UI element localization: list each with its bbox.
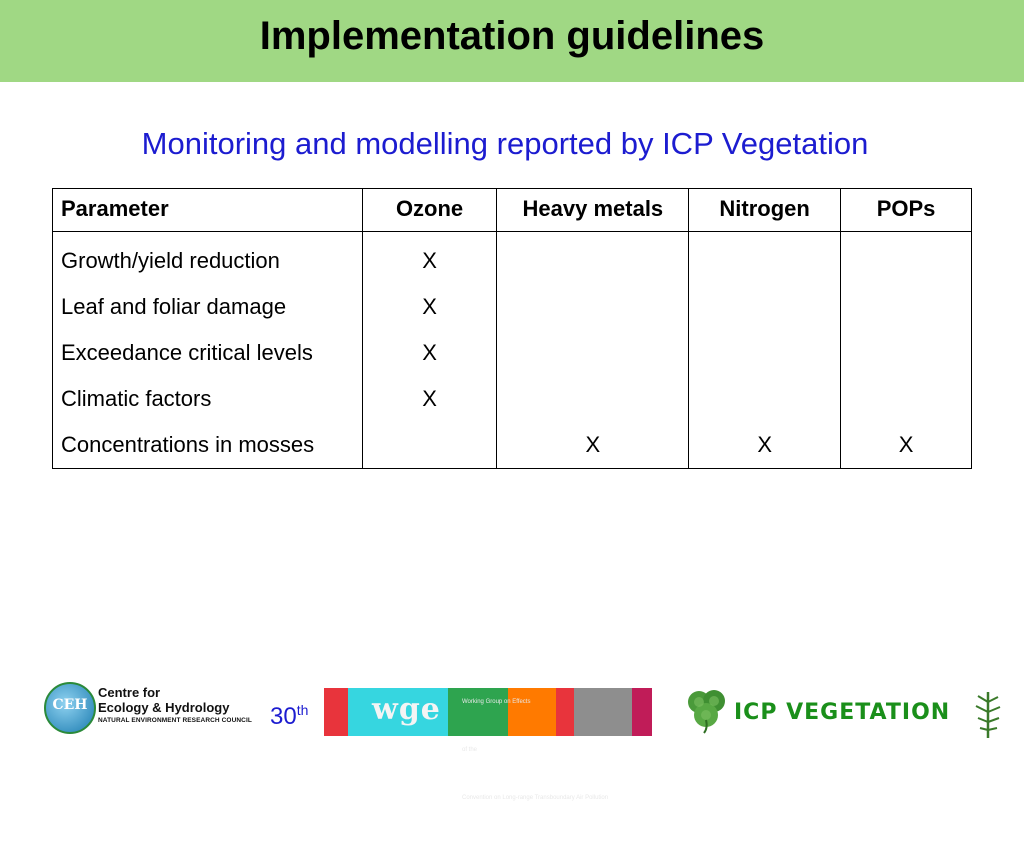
wge-description [462,698,609,801]
table-cell: X [362,376,497,422]
column-header: Parameter [53,189,363,232]
slide-number [270,702,308,731]
plant-icon [972,688,1004,740]
clover-icon [684,686,730,734]
table-cell [689,232,841,285]
wge-desc-line2: of the [462,747,478,753]
column-header: Nitrogen [689,189,841,232]
table-cell: X [362,232,497,285]
ceh-name-line2: Ecology & Hydrology [98,700,230,715]
table-cell [497,284,689,330]
table-cell: X [841,422,972,469]
table-cell: X [497,422,689,469]
table-row [53,330,972,376]
ceh-emblem [44,682,96,734]
slide-subtitle: Monitoring and modelling reported by ICP Vegetation [141,126,869,161]
table-cell [497,232,689,285]
number-value: 30 [270,703,297,730]
table-cell: Climatic factors [53,376,363,422]
table-cell: Growth/yield reduction [53,232,363,285]
ceh-emblem-text: CEH [52,697,88,713]
table-cell [689,284,841,330]
table-cell [497,330,689,376]
slide-title: Implementation guidelines [259,14,765,58]
number-suffix: th [296,702,309,718]
table-row [53,232,972,285]
table-cell [841,232,972,285]
table-cell [841,330,972,376]
table-row [53,284,972,330]
table-cell [841,376,972,422]
table-cell: Leaf and foliar damage [53,284,363,330]
table-cell: X [362,330,497,376]
table-cell [689,376,841,422]
column-header: POPs [841,189,972,232]
column-header: Ozone [362,189,497,232]
wge-stripe [632,688,652,736]
table-cell: X [362,284,497,330]
table-header-row [53,189,972,232]
icp-vegetation-label: ICP VEGETATION [734,700,951,725]
table-cell [497,376,689,422]
wge-logo [324,688,652,801]
wge-desc-line1: Working Group on Effects [462,699,531,705]
wge-logo-text: wge [372,692,441,727]
table-cell: X [689,422,841,469]
column-header: Heavy metals [497,189,689,232]
table-cell: Exceedance critical levels [53,330,363,376]
table-row [53,376,972,422]
ceh-logo [44,682,254,734]
ceh-name [98,685,229,715]
table-cell [362,422,497,469]
table-cell: Concentrations in mosses [53,422,363,469]
parameters-table [52,188,972,469]
table-cell [689,330,841,376]
ceh-name-line1: Centre for [98,685,161,700]
wge-stripe [324,688,348,736]
wge-desc-line3: Convention on Long-range Transboundary Air Pollution [462,795,609,801]
table-row [53,422,972,469]
ceh-council: NATURAL ENVIRONMENT RESEARCH COUNCIL [98,717,252,724]
table-cell [841,284,972,330]
